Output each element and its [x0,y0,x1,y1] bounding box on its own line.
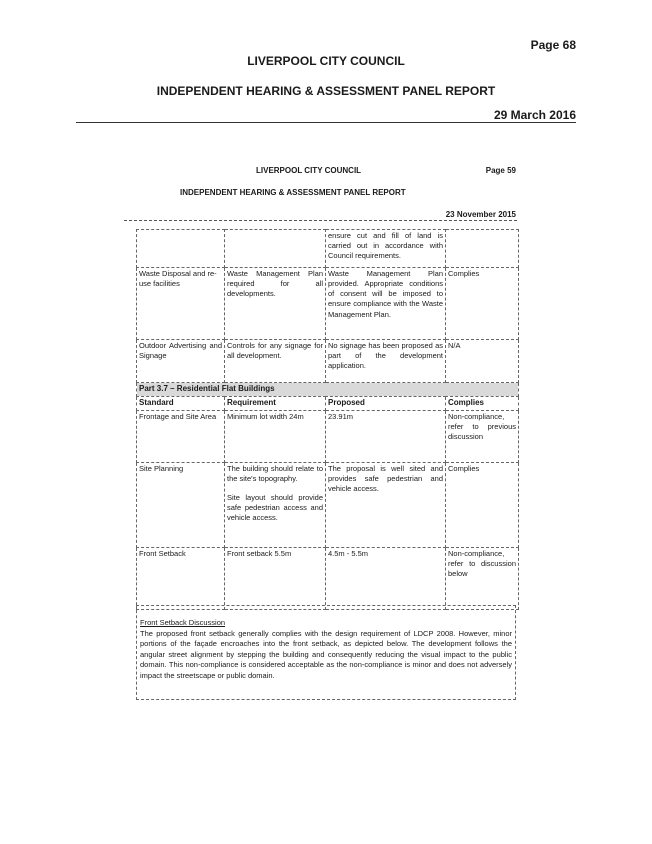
table-cell [225,230,326,268]
table-cell: Waste Management Plan provided. Appropriate conditions of consent will be imposed to ensure compliance with the Waste Management Plan. [326,268,446,340]
table-cell: Complies [446,462,519,547]
discussion-body: The proposed front setback generally complies with the design requirement of LDCP 2008. However, minor portions of the façade encroaches into the front setback, as depicted below. The development follows the angular street alignment by stepping the building and consequently reducing the visual impact to the public domain. This non-compliance is considered acceptable as the non-compliance is minor and does not adversely impact the streetscape or public domain. [140,628,512,680]
table-cell: Site Planning [137,462,225,547]
section-heading: Part 3.7 – Residential Flat Buildings [137,383,519,397]
inner-header-rule [124,220,517,221]
table-cell: Waste Disposal and re-use facilities [137,268,225,340]
table-row [137,547,519,609]
table-row [137,230,519,268]
column-header-complies: Complies [446,396,519,410]
requirement-text: Site layout should provide safe pedestrian access and vehicle access. [227,492,323,523]
table-cell: N/A [446,340,519,383]
column-header-standard: Standard [137,396,225,410]
table-cell [446,230,519,268]
inner-report-title: INDEPENDENT HEARING & ASSESSMENT PANEL REPORT [180,188,406,197]
table-header-row [137,396,519,410]
table-row [137,268,519,340]
table-cell: Non-compliance, refer to discussion below [446,547,519,609]
outer-page-number: Page 68 [530,38,576,52]
outer-header-rule [76,122,576,123]
table-row [137,410,519,462]
table-cell: Front setback 5.5m [225,547,326,609]
table-row [137,462,519,547]
inner-council-name: LIVERPOOL CITY COUNCIL [256,166,362,175]
table-cell [137,230,225,268]
table-row [137,340,519,383]
requirement-text: The building should relate to the site's topography. [227,463,323,483]
assessment-table [136,229,519,610]
table-cell: Complies [446,268,519,340]
table-cell: Waste Management Plan required for all developments. [225,268,326,340]
column-header-proposed: Proposed [326,396,446,410]
table-cell: Front Setback [137,547,225,609]
column-header-requirement: Requirement [225,396,326,410]
outer-report-date: 29 March 2016 [493,108,576,122]
table-cell: Minimum lot width 24m [225,410,326,462]
table-cell: Controls for any signage for all development. [225,340,326,383]
outer-council-name: LIVERPOOL CITY COUNCIL [247,54,405,68]
inner-report-date: 23 November 2015 [445,210,516,219]
table-cell: 4.5m - 5.5m [326,547,446,609]
table-cell: Frontage and Site Area [137,410,225,462]
section-heading-row [137,383,519,397]
outer-report-title: INDEPENDENT HEARING & ASSESSMENT PANEL REPORT [156,84,496,98]
inner-page-number: Page 59 [485,166,516,175]
table-cell: Outdoor Advertising and Signage [137,340,225,383]
table-cell: ensure cut and fill of land is carried out in accordance with Council requirements. [326,230,446,268]
front-setback-discussion [136,605,516,700]
table-cell: Non-compliance, refer to previous discussion [446,410,519,462]
table-cell [225,462,326,547]
discussion-title: Front Setback Discussion [140,618,226,627]
table-cell: No signage has been proposed as part of the development application. [326,340,446,383]
table-cell: The proposal is well sited and provides safe pedestrian and vehicle access. [326,462,446,547]
table-cell: 23.91m [326,410,446,462]
